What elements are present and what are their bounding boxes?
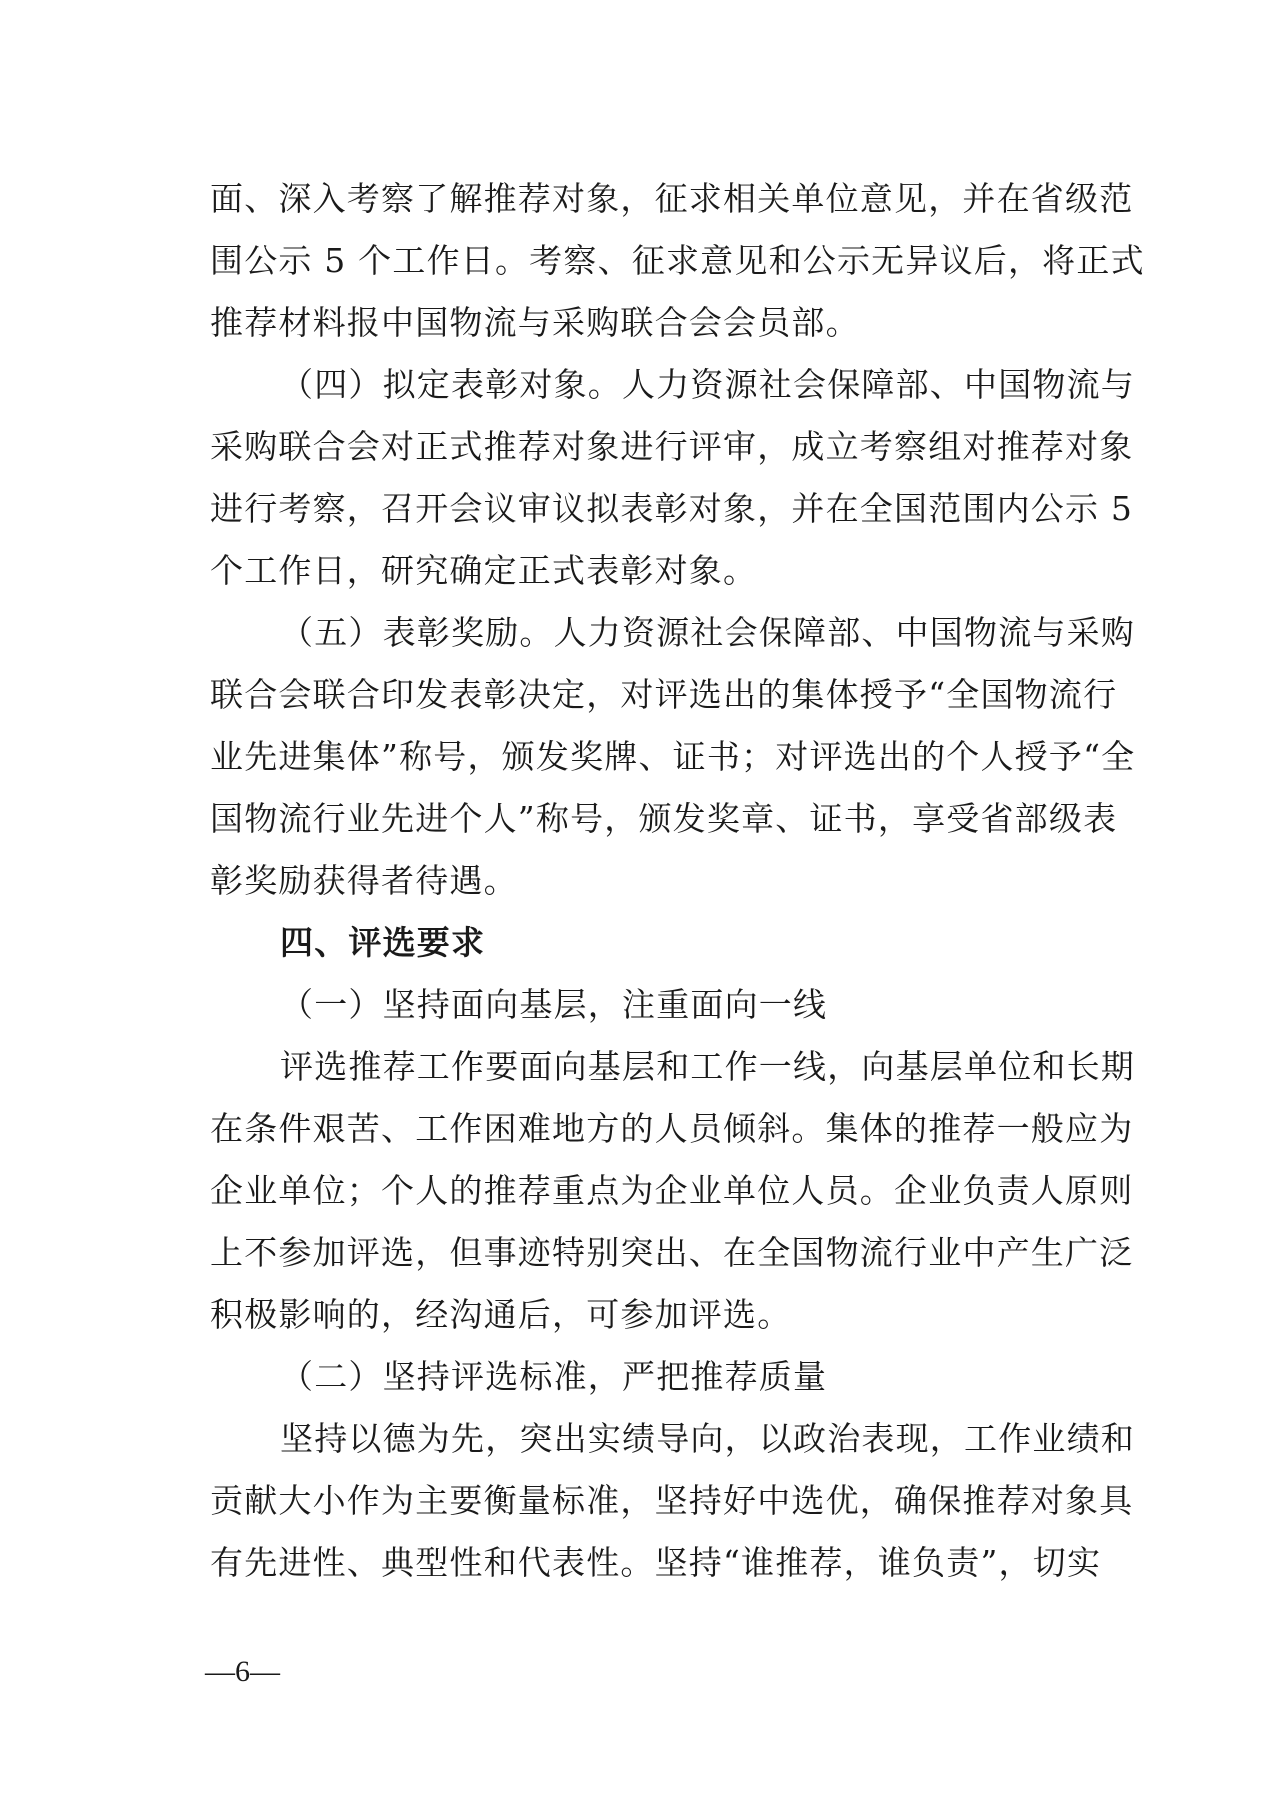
text-line: 评选推荐工作要面向基层和工作一线，向基层单位和长期 [280,1047,1135,1086]
text-line: 在条件艰苦、工作困难地方的人员倾斜。集体的推荐一般应为 [210,1109,1134,1148]
text-line: 上不参加评选，但事迹特别突出、在全国物流行业中产生广泛 [210,1233,1134,1272]
text-line: （一）坚持面向基层，注重面向一线 [280,985,828,1024]
text-line: 联合会联合印发表彰决定，对评选出的集体授予“全国物流行 [210,675,1118,714]
text-line: 彰奖励获得者待遇。 [210,861,518,900]
paragraph [210,1036,1135,1346]
text-line: 围公示 5 个工作日。考察、征求意见和公示无异议后，将正式 [210,241,1145,280]
paragraph [210,354,1135,602]
text-line: 推荐材料报中国物流与采购联合会会员部。 [210,303,860,342]
text-line: 进行考察，召开会议审议拟表彰对象，并在全国范围内公示 5 [210,489,1134,528]
text-line: 业先进集体”称号，颁发奖牌、证书；对评选出的个人授予“全 [210,737,1136,776]
page-number: —6— [205,1655,280,1688]
section-heading [210,912,1080,974]
text-line: 个工作日，研究确定正式表彰对象。 [210,551,758,590]
paragraph [210,1346,1080,1408]
text-line: 贡献大小作为主要衡量标准，坚持好中选优，确保推荐对象具 [210,1481,1134,1520]
text-line: 积极影响的，经沟通后，可参加评选。 [210,1295,792,1334]
text-line: （二）坚持评选标准，严把推荐质量 [280,1357,828,1396]
paragraph [210,168,1145,354]
text-line: 四、评选要求 [280,923,486,962]
paragraph [210,602,1136,912]
text-line: （五）表彰奖励。人力资源社会保障部、中国物流与采购 [280,613,1135,652]
text-line: 有先进性、典型性和代表性。坚持“谁推荐，谁负责”，切实 [210,1543,1102,1582]
text-line: 面、深入考察了解推荐对象，征求相关单位意见，并在省级范 [210,179,1134,218]
paragraph [210,974,1080,1036]
text-line: 坚持以德为先，突出实绩导向，以政治表现，工作业绩和 [280,1419,1135,1458]
text-line: 国物流行业先进个人”称号，颁发奖章、证书，享受省部级表 [210,799,1118,838]
paragraph [210,1408,1135,1594]
text-line: （四）拟定表彰对象。人力资源社会保障部、中国物流与 [280,365,1135,404]
text-line: 采购联合会对正式推荐对象进行评审，成立考察组对推荐对象 [210,427,1134,466]
document-body [210,168,1145,1594]
text-line: 企业单位；个人的推荐重点为企业单位人员。企业负责人原则 [210,1171,1134,1210]
